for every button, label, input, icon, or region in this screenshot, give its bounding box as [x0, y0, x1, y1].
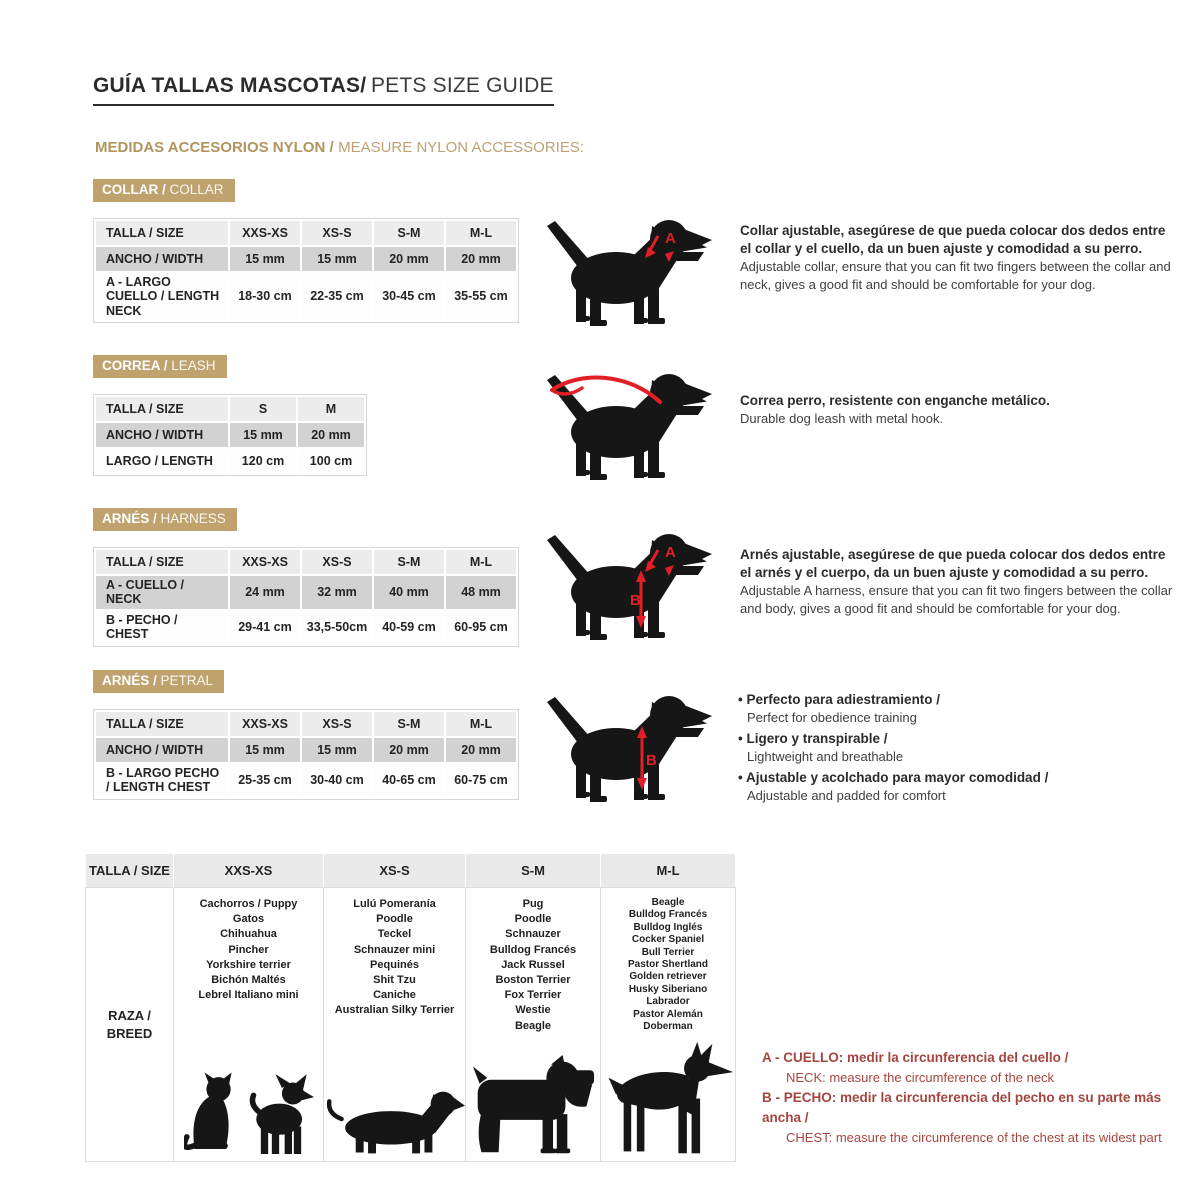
value-cell: 40 mm: [374, 576, 444, 609]
note-neck-es: A - CUELLO: medir la circunferencia del cuello /: [762, 1050, 1069, 1065]
harness-desc-en: Adjustable A harness, ensure that you can fit two fingers between the collar and body, gives a good fit and should be comfortable for your dog.: [740, 583, 1173, 616]
size-cell: M-L: [601, 854, 736, 888]
size-cell: S: [230, 397, 296, 421]
table-row: [86, 888, 736, 1162]
dachshund-silhouette-icon: [324, 1080, 465, 1158]
breed-cell-xxs-xs: [174, 888, 324, 1162]
breed-cell-m-l: [601, 888, 736, 1162]
schnauzer-silhouette-icon: [470, 1055, 596, 1158]
size-cell: M-L: [446, 221, 516, 245]
table-row: [96, 611, 516, 644]
size-cell: M: [298, 397, 364, 421]
table-row: [96, 576, 516, 609]
breed-list: Beagle Bulldog Francés Bulldog Inglés Cocker Spaniel Bull Terrier Pastor Shertland Golden retriever Husky Siberiano Labrador Pastor Alemán Doberman: [627, 897, 709, 1033]
dog-petral-illustration-icon: [545, 688, 717, 806]
collar-size-table: [93, 218, 519, 323]
note-chest-es: B - PECHO: medir la circunferencia del pecho en su parte más ancha /: [762, 1089, 1162, 1125]
size-cell: M-L: [446, 712, 516, 736]
page-subtitle: [95, 139, 584, 157]
breed-row-label: RAZA / BREED: [86, 888, 174, 1162]
size-header-cell: TALLA / SIZE: [86, 854, 174, 888]
svg-text:B: B: [630, 592, 641, 609]
size-cell: XS-S: [302, 550, 372, 574]
feature-item: [738, 769, 1178, 805]
table-row: [96, 273, 516, 320]
feature-es: • Ligero y transpirable /: [738, 730, 1178, 748]
chihuahua-silhouette-icon: [248, 1073, 314, 1158]
value-cell: 15 mm: [302, 738, 372, 762]
table-row: [86, 854, 736, 888]
row-label-cell: ANCHO / WIDTH: [96, 738, 228, 762]
svg-text:A: A: [665, 544, 676, 561]
feature-en: Lightweight and breathable: [747, 748, 904, 764]
value-cell: 24 mm: [230, 576, 300, 609]
petral-section-badge: [93, 670, 224, 693]
size-cell: XXS-XS: [230, 221, 300, 245]
row-label-cell: A - CUELLO / NECK: [96, 576, 228, 609]
value-cell: 15 mm: [230, 247, 300, 271]
breed-list: Lulú Pomeranía Poodle Teckel Schnauzer mini Pequinés Shit Tzu Caniche Australian Silky Terrier: [334, 898, 455, 1017]
table-row: [96, 397, 364, 421]
table-row: [96, 738, 516, 762]
value-cell: 40-65 cm: [374, 764, 444, 797]
petral-features: [738, 691, 1178, 807]
svg-text:A: A: [665, 230, 676, 247]
value-cell: 18-30 cm: [230, 273, 300, 320]
value-cell: 15 mm: [230, 423, 296, 447]
cat-silhouette-icon: [184, 1071, 240, 1158]
collar-desc-es: Collar ajustable, asegúrese de que pueda colocar dos dedos entre el collar y el cuello, da un buen ajuste y comodidad a su perro.: [740, 223, 1166, 257]
value-cell: 30-40 cm: [302, 764, 372, 797]
value-cell: 30-45 cm: [374, 273, 444, 320]
value-cell: 35-55 cm: [446, 273, 516, 320]
size-cell: S-M: [374, 712, 444, 736]
table-row: [96, 423, 364, 447]
petral-size-table: [93, 709, 519, 800]
value-cell: 29-41 cm: [230, 611, 300, 644]
measurement-notes: [762, 1048, 1192, 1148]
page-title-en: PETS SIZE GUIDE: [370, 74, 554, 97]
feature-item: [738, 730, 1178, 766]
dog-harness-illustration-icon: [545, 526, 717, 644]
leash-desc-en: Durable dog leash with metal hook.: [740, 411, 944, 427]
size-cell: XS-S: [324, 854, 466, 888]
size-header-cell: TALLA / SIZE: [96, 550, 228, 574]
row-label-cell: A - LARGO CUELLO / LENGTH NECK: [96, 273, 228, 320]
size-header-cell: TALLA / SIZE: [96, 712, 228, 736]
value-cell: 33,5-50cm: [302, 611, 372, 644]
size-header-cell: TALLA / SIZE: [96, 397, 228, 421]
table-row: [96, 712, 516, 736]
value-cell: 60-95 cm: [446, 611, 516, 644]
row-label-cell: ANCHO / WIDTH: [96, 423, 228, 447]
size-header-cell: TALLA / SIZE: [96, 221, 228, 245]
row-label-cell: B - PECHO / CHEST: [96, 611, 228, 644]
page-title-es: GUÍA TALLAS MASCOTAS/: [93, 74, 367, 97]
petral-badge-en: PETRAL: [160, 673, 214, 688]
row-label-cell: ANCHO / WIDTH: [96, 247, 228, 271]
breed-size-table: [85, 853, 736, 1162]
value-cell: 20 mm: [446, 738, 516, 762]
harness-badge-en: HARNESS: [160, 511, 226, 526]
size-cell: XS-S: [302, 221, 372, 245]
note-chest-en: CHEST: measure the circumference of the chest at its widest part: [786, 1130, 1162, 1146]
size-cell: XXS-XS: [230, 712, 300, 736]
harness-size-table: [93, 547, 519, 647]
collar-badge-es: COLLAR /: [102, 182, 166, 197]
collar-badge-en: COLLAR: [169, 182, 224, 197]
feature-en: Perfect for obedience training: [747, 710, 917, 726]
size-cell: S-M: [466, 854, 601, 888]
size-cell: XXS-XS: [174, 854, 324, 888]
size-cell: XXS-XS: [230, 550, 300, 574]
dog-leash-illustration-icon: [545, 366, 717, 484]
table-row: [96, 550, 516, 574]
breed-list: Pug Poodle Schnauzer Bulldog Francés Jack Russel Boston Terrier Fox Terrier Westie Beagle: [489, 898, 577, 1032]
page-title: [93, 74, 554, 106]
value-cell: 100 cm: [298, 449, 364, 473]
harness-section-badge: [93, 508, 237, 531]
harness-badge-es: ARNÉS /: [102, 511, 157, 526]
size-cell: XS-S: [302, 712, 372, 736]
svg-text:B: B: [646, 752, 657, 769]
page-subtitle-en: MEASURE NYLON ACCESSORIES:: [338, 139, 584, 156]
row-label-cell: LARGO / LENGTH: [96, 449, 228, 473]
table-row: [96, 764, 516, 797]
row-label-cell: B - LARGO PECHO / LENGTH CHEST: [96, 764, 228, 797]
breed-list: Cachorros / Puppy Gatos Chihuahua Pincher Yorkshire terrier Bichón Maltés Lebrel Italiano mini: [198, 898, 299, 1002]
size-cell: S-M: [374, 221, 444, 245]
value-cell: 20 mm: [446, 247, 516, 271]
note-neck-en: NECK: measure the circumference of the neck: [786, 1070, 1055, 1086]
value-cell: 60-75 cm: [446, 764, 516, 797]
harness-desc-es: Arnés ajustable, asegúrese de que pueda colocar dos dedos entre el arnés y el cuerpo, da un buen ajuste y comodidad a su perro.: [740, 547, 1166, 581]
feature-en: Adjustable and padded for comfort: [747, 787, 946, 803]
collar-section-badge: [93, 179, 235, 202]
size-cell: S-M: [374, 550, 444, 574]
value-cell: 32 mm: [302, 576, 372, 609]
dog-collar-illustration-icon: [545, 212, 717, 330]
breed-cell-xs-s: [324, 888, 466, 1162]
breed-cell-s-m: [466, 888, 601, 1162]
leash-section-badge: [93, 355, 227, 378]
value-cell: 15 mm: [230, 738, 300, 762]
value-cell: 120 cm: [230, 449, 296, 473]
table-row: [96, 221, 516, 245]
leash-badge-es: CORREA /: [102, 358, 168, 373]
feature-es: • Perfecto para adiestramiento /: [738, 691, 1178, 709]
collar-desc-en: Adjustable collar, ensure that you can fit two fingers between the collar and neck, gives a good fit and should be comfortable for your dog.: [740, 259, 1171, 292]
value-cell: 20 mm: [298, 423, 364, 447]
leash-description: [740, 392, 1176, 427]
value-cell: 15 mm: [302, 247, 372, 271]
value-cell: 22-35 cm: [302, 273, 372, 320]
table-row: [96, 449, 364, 473]
page-subtitle-es: MEDIDAS ACCESORIOS NYLON /: [95, 139, 334, 156]
feature-item: [738, 691, 1178, 727]
table-row: [96, 247, 516, 271]
doberman-silhouette-icon: [601, 1041, 735, 1158]
value-cell: 48 mm: [446, 576, 516, 609]
harness-description: [740, 546, 1176, 617]
value-cell: 20 mm: [374, 247, 444, 271]
size-cell: M-L: [446, 550, 516, 574]
collar-description: [740, 222, 1176, 293]
leash-desc-es: Correa perro, resistente con enganche metálico.: [740, 393, 1050, 408]
value-cell: 40-59 cm: [374, 611, 444, 644]
value-cell: 25-35 cm: [230, 764, 300, 797]
value-cell: 20 mm: [374, 738, 444, 762]
leash-size-table: [93, 394, 367, 476]
feature-es: • Ajustable y acolchado para mayor comodidad /: [738, 769, 1178, 787]
leash-badge-en: LEASH: [171, 358, 216, 373]
petral-badge-es: ARNÉS /: [102, 673, 157, 688]
